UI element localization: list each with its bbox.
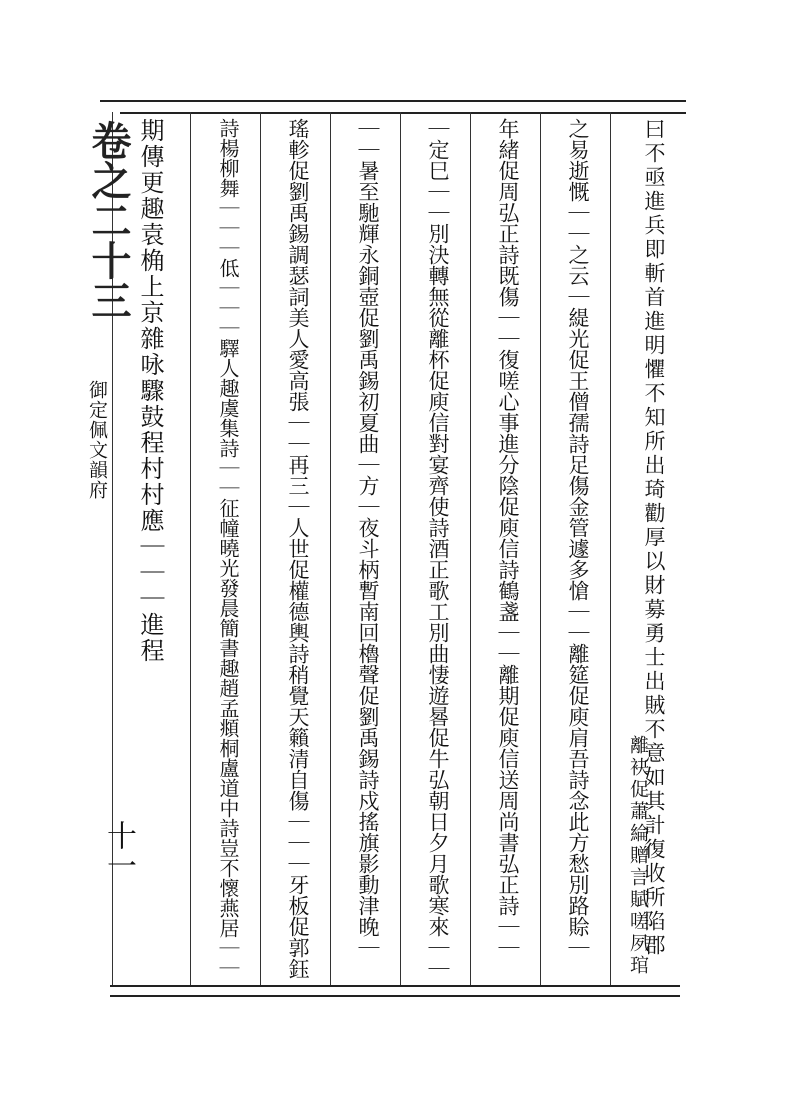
column-divider [190, 112, 191, 985]
bottom-rule [110, 995, 680, 997]
bottom-inner-rule [110, 985, 680, 987]
text-column-5: ｜定巳｜｜別決轉無從離杯促庾信對宴齊使詩酒正歌工別曲悽遊晷促牛弘朝日夕月歌寒來｜｜ [426, 118, 450, 979]
text-column-8: 詩楊柳舞｜｜｜低｜｜｜驛人趣虞集詩｜｜征幢曉光發晨簡書趣趙孟頫桐盧道中詩豈不懷燕居｜｜ [216, 118, 240, 978]
text-column-6: ｜｜暑至馳輝永銅壺促劉禹錫初夏曲｜方｜夜斗柄暫南回櫓聲促劉禹錫詩戍搖旗影動津晚｜ [356, 118, 380, 958]
column-divider [540, 112, 541, 985]
column-divider [470, 112, 471, 985]
margin-volume: 卷之二十三 [85, 120, 132, 320]
top-inner-rule [120, 112, 686, 114]
text-column-7: 瑤軫促劉禹錫調瑟詞美人愛高張｜｜再三｜人世促權德輿詩稍覺天籟清自傷｜｜｜牙板促郭鈺 [286, 118, 310, 979]
column-divider [330, 112, 331, 985]
page-number: 十一 [101, 820, 136, 880]
column-divider [400, 112, 401, 985]
text-column-4: 年緒促周弘正詩既傷｜｜復嗟心事進分陰促庾信詩鶴盞｜｜離期促庾信送周尚書弘正詩｜｜ [496, 118, 520, 958]
column-divider [610, 112, 611, 985]
text-column-2: 離袂促蕭綸贈言賦嗟夙琯 [627, 735, 649, 977]
text-column-3: 之易逝慨｜｜之云｜緹光促王僧孺詩足傷金管遽多愴｜｜離筵促庾肩吾詩念此方愁別路賒｜ [566, 118, 590, 958]
margin-title: 御定佩文韻府 [86, 380, 108, 500]
top-rule [100, 100, 686, 102]
text-column-9: 期傳更趣袁桷上京雜咏驟鼓程村村應｜｜｜進程 [136, 118, 164, 664]
text-column-1: 曰不亟進兵即斬首進明懼不知所出琦勸厚以財募勇士出賊不意如其計復收所陷郡 [642, 118, 666, 958]
column-divider [260, 112, 261, 985]
